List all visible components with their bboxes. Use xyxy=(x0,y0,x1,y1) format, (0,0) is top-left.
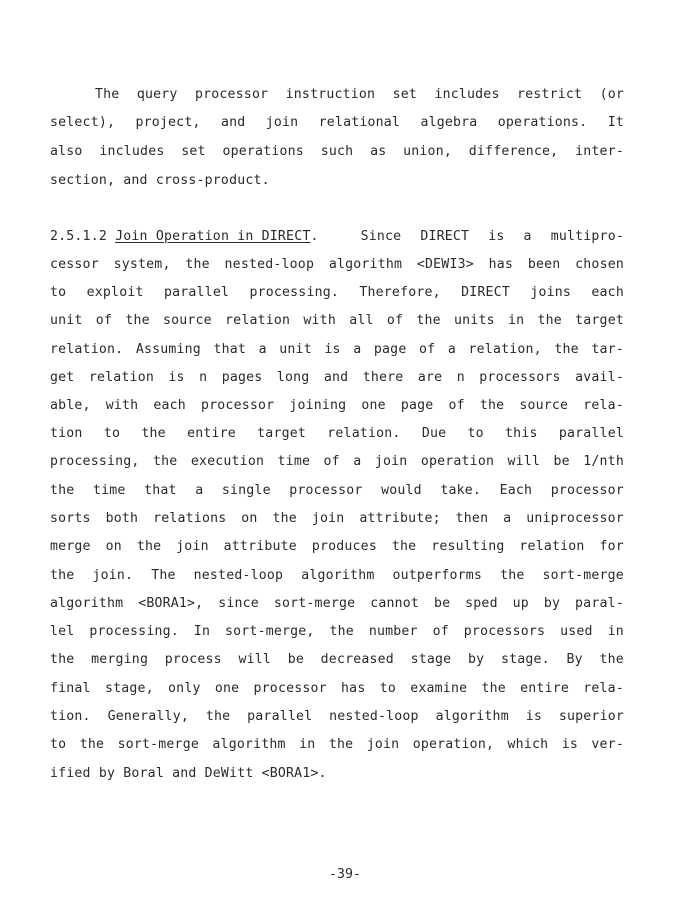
word: the xyxy=(136,539,162,554)
word: set xyxy=(181,144,206,159)
word: n xyxy=(199,370,208,385)
word: process xyxy=(164,652,222,667)
word: that xyxy=(213,342,247,357)
word: attribute; xyxy=(359,511,441,526)
word: The xyxy=(151,568,176,583)
text-line xyxy=(50,482,624,500)
word: algorithm xyxy=(212,737,286,752)
word: <BORA1>, xyxy=(138,596,204,611)
word: and xyxy=(220,115,246,130)
text-line xyxy=(50,114,624,132)
word: to xyxy=(379,681,396,696)
word: the xyxy=(481,681,506,696)
word: processing. xyxy=(89,624,179,639)
word: able, xyxy=(50,398,91,413)
word: target xyxy=(257,426,307,441)
word: time xyxy=(92,483,126,498)
word: algorithm xyxy=(50,596,124,611)
word: joins xyxy=(530,285,572,300)
word: operation, xyxy=(412,737,495,752)
word: sped xyxy=(465,596,498,611)
word: relation xyxy=(225,313,291,328)
word: The xyxy=(95,87,120,102)
word: with xyxy=(105,398,139,413)
word: Due xyxy=(421,426,447,441)
word: the xyxy=(537,313,562,328)
word: In xyxy=(193,624,211,639)
word: on xyxy=(241,511,258,526)
word: relation, xyxy=(468,342,542,357)
word: set xyxy=(392,87,418,102)
word: join. xyxy=(92,568,134,583)
word: to xyxy=(467,426,484,441)
word: that xyxy=(144,483,177,498)
text-line xyxy=(50,567,624,585)
text-line xyxy=(50,369,624,387)
word: in xyxy=(607,624,624,639)
word: is xyxy=(168,370,185,385)
word: a xyxy=(195,483,204,498)
word: uniprocessor xyxy=(526,511,624,526)
word: be xyxy=(553,454,570,469)
word: join xyxy=(366,737,400,752)
word: algorithm xyxy=(328,257,403,272)
word: nested-loop xyxy=(329,709,419,724)
word: would xyxy=(381,483,422,498)
word: been xyxy=(527,257,561,272)
word: the xyxy=(272,511,297,526)
word: rela- xyxy=(583,398,624,413)
text-line xyxy=(50,623,624,641)
word: up xyxy=(512,596,529,611)
word: query xyxy=(136,87,178,102)
word: take. xyxy=(440,483,482,498)
section-heading-period: . xyxy=(310,229,319,244)
word: to xyxy=(50,737,67,752)
page-number: -39- xyxy=(329,867,361,882)
word: DIRECT xyxy=(420,229,470,244)
word: time xyxy=(277,454,311,469)
word: also xyxy=(50,144,83,159)
word: algebra xyxy=(420,115,478,130)
word: number xyxy=(368,624,418,639)
word: source xyxy=(162,313,212,328)
word: sorts xyxy=(50,511,91,526)
word: processing. xyxy=(249,285,340,300)
word: parallel xyxy=(558,426,624,441)
word: By xyxy=(566,652,583,667)
word: DIRECT xyxy=(461,285,510,300)
word: sort-merge, xyxy=(225,624,315,639)
word: rela- xyxy=(583,681,624,696)
word: the xyxy=(479,398,505,413)
word: the xyxy=(141,426,166,441)
word: a xyxy=(447,342,456,357)
word: unit xyxy=(50,313,83,328)
word: paral- xyxy=(575,596,624,611)
text-line xyxy=(50,736,624,754)
word: the xyxy=(599,652,624,667)
word: a xyxy=(258,342,267,357)
word: tion. xyxy=(50,709,91,724)
word: each xyxy=(153,398,186,413)
text-line: section, and cross-product. xyxy=(50,173,270,188)
word: page xyxy=(373,342,407,357)
word: cessor xyxy=(50,257,99,272)
word: of xyxy=(419,342,436,357)
word: on xyxy=(105,539,122,554)
word: the xyxy=(50,652,75,667)
word: target xyxy=(575,313,624,328)
word: sort-merge xyxy=(117,737,199,752)
word: of xyxy=(323,454,340,469)
word: difference, xyxy=(468,144,559,159)
word: is xyxy=(525,709,542,724)
section-number: 2.5.1.2 xyxy=(50,229,107,244)
text-line xyxy=(50,256,624,274)
word: stage xyxy=(410,652,452,667)
word: algorithm xyxy=(435,709,509,724)
text-line xyxy=(361,228,624,246)
text-line xyxy=(50,538,624,556)
word: parallel xyxy=(163,285,230,300)
word: It xyxy=(607,115,624,130)
word: merging xyxy=(91,652,149,667)
section-heading-line xyxy=(50,228,624,246)
word: nested-loop xyxy=(193,568,284,583)
word: resulting xyxy=(431,539,505,554)
word: ver- xyxy=(591,737,624,752)
word: join xyxy=(265,115,299,130)
word: superior xyxy=(558,709,624,724)
word: page xyxy=(400,398,434,413)
word: join xyxy=(374,454,408,469)
word: the xyxy=(152,454,178,469)
word: a xyxy=(353,454,362,469)
text-line xyxy=(50,284,624,302)
word: tion xyxy=(50,426,83,441)
word: there xyxy=(362,370,404,385)
word: select), xyxy=(50,115,116,130)
text-line xyxy=(50,651,624,669)
text-line xyxy=(50,680,624,698)
word: stage, xyxy=(104,681,154,696)
word: by xyxy=(543,596,561,611)
text-line: ified by Boral and DeWitt <BORA1>. xyxy=(50,766,327,781)
word: parallel xyxy=(247,709,313,724)
word: processor xyxy=(194,87,269,102)
word: processor xyxy=(550,483,624,498)
word: lel xyxy=(50,624,75,639)
word: all xyxy=(349,313,374,328)
word: instruction xyxy=(285,87,376,102)
word: a xyxy=(523,229,532,244)
word: <DEWI3> xyxy=(416,257,474,272)
word: final xyxy=(50,681,91,696)
word: merge xyxy=(50,539,91,554)
word: single xyxy=(221,483,271,498)
word: of xyxy=(448,398,465,413)
word: are xyxy=(417,370,443,385)
word: sort-merge xyxy=(542,568,624,583)
word: which xyxy=(507,737,549,752)
word: is xyxy=(561,737,578,752)
word: is xyxy=(324,342,341,357)
word: of xyxy=(386,313,404,328)
word: with xyxy=(303,313,336,328)
word: be xyxy=(287,652,304,667)
word: to xyxy=(50,285,67,300)
word: will xyxy=(238,652,272,667)
word: one xyxy=(214,681,240,696)
section-heading: Join Operation in DIRECT xyxy=(115,229,311,244)
word: of xyxy=(432,624,449,639)
word: the xyxy=(416,313,441,328)
word: chosen xyxy=(575,257,624,272)
word: includes xyxy=(99,144,165,159)
word: then xyxy=(455,511,489,526)
word: processor xyxy=(289,483,363,498)
word: the xyxy=(50,483,75,498)
word: to xyxy=(103,426,121,441)
word: includes xyxy=(434,87,500,102)
word: used xyxy=(560,624,593,639)
word: entire xyxy=(520,681,569,696)
word: avail- xyxy=(575,370,624,385)
text-line xyxy=(50,453,624,471)
word: relational xyxy=(318,115,401,130)
text-line xyxy=(50,425,624,443)
word: examine xyxy=(410,681,468,696)
word: join xyxy=(311,511,345,526)
word: be xyxy=(433,596,451,611)
word: relation xyxy=(88,370,154,385)
word: and xyxy=(323,370,349,385)
word: restrict xyxy=(517,87,583,102)
word: relations xyxy=(153,511,227,526)
word: entire xyxy=(187,426,236,441)
word: the xyxy=(554,342,579,357)
word: decreased xyxy=(320,652,394,667)
word: a xyxy=(353,342,362,357)
word: since xyxy=(218,596,259,611)
text-line xyxy=(50,510,624,528)
word: n xyxy=(456,370,465,385)
word: union, xyxy=(403,144,452,159)
word: long xyxy=(276,370,310,385)
word: both xyxy=(105,511,139,526)
word: each xyxy=(591,285,624,300)
word: the xyxy=(205,709,231,724)
word: Since xyxy=(360,229,402,244)
word: tar- xyxy=(591,342,624,357)
word: processing, xyxy=(50,454,140,469)
word: exploit xyxy=(86,285,144,300)
word: operations xyxy=(222,144,304,159)
word: execution xyxy=(190,454,265,469)
word: (or xyxy=(599,87,624,102)
word: has xyxy=(341,681,366,696)
word: processor xyxy=(253,681,327,696)
word: relation xyxy=(519,539,585,554)
word: algorithm xyxy=(301,568,375,583)
word: multipro- xyxy=(550,229,624,244)
word: by xyxy=(468,652,485,667)
word: the xyxy=(500,568,525,583)
word: the xyxy=(329,624,354,639)
word: relation. xyxy=(327,426,401,441)
word: nested-loop xyxy=(224,257,315,272)
word: Each xyxy=(499,483,533,498)
word: relation. xyxy=(50,342,124,357)
word: joining xyxy=(289,398,347,413)
word: operation xyxy=(420,454,495,469)
word: such xyxy=(320,144,354,159)
text-line xyxy=(95,86,624,104)
word: will xyxy=(507,454,541,469)
word: the xyxy=(328,737,354,752)
text-line xyxy=(50,312,624,330)
word: only xyxy=(168,681,201,696)
word: of xyxy=(95,313,113,328)
word: Generally, xyxy=(107,709,189,724)
text-line xyxy=(50,341,624,359)
text-line xyxy=(50,397,624,415)
word: cannot xyxy=(370,596,420,611)
word: operations. xyxy=(497,115,588,130)
word: in xyxy=(507,313,525,328)
word: the xyxy=(125,313,150,328)
word: Assuming xyxy=(135,342,201,357)
word: the xyxy=(50,568,75,583)
word: 1/nth xyxy=(583,454,624,469)
word: this xyxy=(505,426,538,441)
word: join xyxy=(176,539,209,554)
text-line xyxy=(50,143,624,161)
word: outperforms xyxy=(392,568,483,583)
word: the xyxy=(185,257,210,272)
word: for xyxy=(599,539,624,554)
word: attribute xyxy=(223,539,297,554)
word: units xyxy=(454,313,495,328)
word: a xyxy=(503,511,512,526)
word: processors xyxy=(463,624,546,639)
word: stage. xyxy=(500,652,550,667)
text-line xyxy=(50,708,624,726)
word: project, xyxy=(135,115,201,130)
word: processors xyxy=(479,370,561,385)
word: system, xyxy=(113,257,171,272)
word: source xyxy=(519,398,569,413)
word: as xyxy=(370,144,387,159)
word: inter- xyxy=(575,144,624,159)
word: in xyxy=(299,737,316,752)
word: unit xyxy=(279,342,312,357)
word: has xyxy=(488,257,514,272)
word: get xyxy=(50,370,75,385)
word: the xyxy=(391,539,417,554)
word: is xyxy=(488,229,505,244)
word: pages xyxy=(221,370,263,385)
word: sort-merge xyxy=(273,596,356,611)
word: the xyxy=(79,737,105,752)
word: processor xyxy=(201,398,275,413)
text-line xyxy=(50,595,624,613)
word: produces xyxy=(311,539,377,554)
word: one xyxy=(361,398,386,413)
word: Therefore, xyxy=(359,285,441,300)
